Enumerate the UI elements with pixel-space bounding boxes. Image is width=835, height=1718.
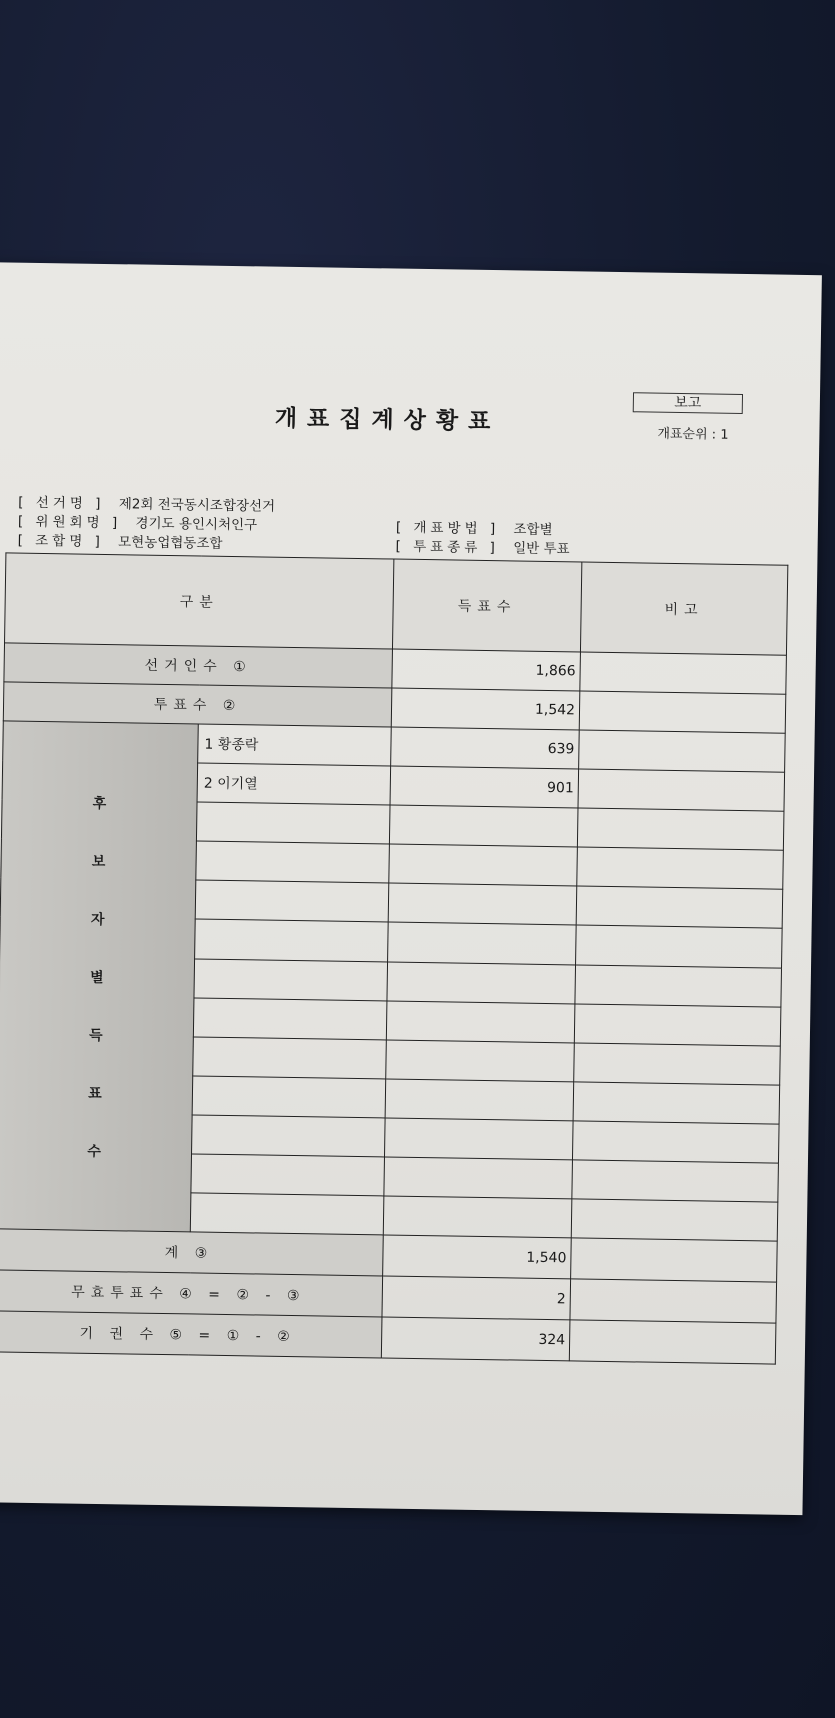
voters-remarks: [579, 691, 786, 733]
empty-cell: [575, 964, 782, 1006]
empty-cell: [573, 1081, 780, 1123]
voters-value: 1,542: [391, 688, 580, 730]
total-value: 1,540: [383, 1235, 572, 1279]
empty-cell: [385, 1079, 574, 1121]
candidate-votes-side-label: [0, 721, 198, 1231]
table-header-row: [5, 553, 788, 656]
side-char: 표: [88, 1085, 102, 1102]
committee: 경기도 용인시처인구: [135, 515, 258, 534]
empty-cell: [386, 1000, 575, 1042]
side-char: 수: [87, 1143, 101, 1160]
union-row: [18, 529, 223, 552]
empty-cell: [389, 844, 578, 886]
document-title: 개표집계상황표: [274, 405, 501, 436]
vote-type-label: [ 투표종류 ]: [395, 538, 499, 557]
empty-cell: [572, 1120, 779, 1162]
union: 모현농업협동조합: [118, 534, 223, 552]
voters-label: 투표수 ②: [3, 682, 392, 727]
method-label: [ 개표방법 ]: [395, 519, 500, 538]
abstain-value: 324: [381, 1317, 570, 1361]
side-char: 별: [89, 969, 104, 986]
empty-cell: [192, 1075, 386, 1117]
empty-cell: [572, 1159, 779, 1201]
empty-cell: [383, 1196, 572, 1238]
empty-cell: [196, 841, 390, 883]
abstain-label: 기 권 수 ⑤ = ① - ②: [0, 1311, 382, 1358]
empty-cell: [195, 919, 389, 961]
empty-cell: [191, 1154, 385, 1196]
candidate-votes: 901: [390, 766, 579, 808]
election-name-label: [ 선거명 ]: [18, 494, 105, 512]
empty-cell: [193, 1036, 387, 1078]
empty-cell: [388, 883, 577, 925]
empty-cell: [571, 1199, 778, 1241]
total-remarks: [571, 1238, 778, 1282]
empty-cell: [192, 1114, 386, 1156]
total-label: 계 ③: [0, 1228, 383, 1275]
empty-cell: [384, 1157, 573, 1199]
empty-cell: [389, 805, 578, 847]
empty-cell: [577, 847, 784, 889]
empty-cell: [577, 808, 784, 850]
candidate-name: 1 황종락: [198, 724, 392, 766]
empty-cell: [193, 997, 387, 1039]
candidate-remarks: [579, 730, 786, 772]
electors-value: 1,866: [392, 649, 581, 691]
empty-cell: [190, 1193, 384, 1235]
committee-label: [ 위원회명 ]: [17, 513, 122, 532]
votes-header: 득표수: [392, 559, 581, 652]
electors-remarks: [580, 652, 787, 694]
method: 조합별: [513, 521, 553, 539]
empty-cell: [574, 1042, 781, 1084]
empty-cell: [384, 1118, 573, 1160]
report-box: 보고: [633, 392, 743, 414]
vote-type-row: [395, 535, 569, 558]
candidate-name: 2 이기열: [197, 763, 391, 805]
empty-cell: [388, 922, 577, 964]
ballot-count-sheet: [0, 262, 822, 1515]
side-char: 자: [90, 911, 105, 928]
invalid-value: 2: [382, 1276, 571, 1320]
invalid-remarks: [570, 1279, 777, 1323]
election-name: 제2회 전국동시조합장선거: [118, 496, 276, 515]
category-header: 구분: [5, 553, 394, 649]
remarks-header: 비고: [580, 562, 787, 656]
invalid-label: 무효투표수 ④ = ② - ③: [0, 1270, 383, 1317]
vote-type: 일반 투표: [513, 540, 570, 558]
side-char: 득: [88, 1027, 103, 1044]
empty-cell: [576, 925, 783, 967]
empty-cell: [194, 958, 388, 1000]
empty-cell: [386, 1040, 575, 1082]
tally-table: [0, 552, 788, 1364]
side-char: 후: [92, 795, 107, 812]
abstain-remarks: [569, 1320, 776, 1364]
empty-cell: [387, 961, 576, 1003]
count-order: 개표순위 : 1: [657, 426, 729, 443]
empty-cell: [195, 880, 389, 922]
electors-label: 선거인수 ①: [4, 643, 393, 688]
candidate-votes: 639: [391, 727, 580, 769]
union-label: [ 조합명 ]: [17, 532, 104, 550]
empty-cell: [196, 802, 390, 844]
empty-cell: [576, 886, 783, 928]
empty-cell: [574, 1003, 781, 1045]
side-char: 보: [91, 853, 106, 870]
candidate-remarks: [578, 769, 785, 811]
